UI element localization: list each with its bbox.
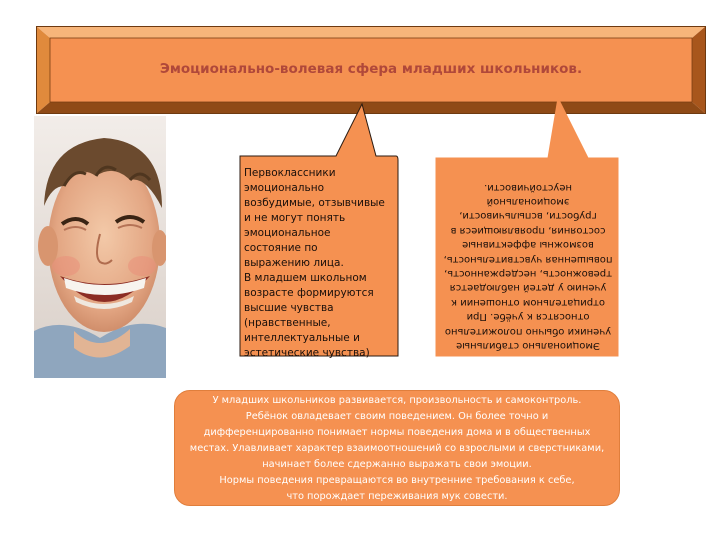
callout-left-line: и не могут понять [244, 212, 346, 224]
summary-line: Нормы поведения превращаются во внутренние требования к себе, [219, 475, 575, 486]
callout-right-line: относятся к учёбе. При [466, 311, 590, 323]
callout-left-line: В младшем школьном [244, 272, 367, 284]
summary-line: дифференцированно понимает нормы поведения дома и в общественных [203, 427, 591, 438]
callout-right-line: повышенная чувствительность, [443, 253, 613, 265]
callout-left-line: Первоклассники [244, 167, 336, 179]
callout-left-line: эмоциональное [244, 227, 331, 239]
callout-left-line: состояние по [244, 242, 318, 254]
summary-line: Ребёнок овладевает своим поведением. Он более точно и [245, 411, 549, 422]
callout-right-text-upside-down [442, 166, 614, 352]
page-title: Эмоционально-волевая сфера младших школьников. [159, 61, 583, 77]
callout-right-line: эмоциональной неустойчивости. [484, 181, 572, 207]
callout-left-line: эмоционально [244, 182, 324, 194]
callout-right-line: возможны аффективные [462, 239, 594, 251]
callout-left-line: выражению лица. [244, 257, 344, 269]
callout-right-line: отрицательном отношении к [450, 296, 606, 308]
callout-right-line: Эмоционально стабильные [456, 340, 600, 351]
callout-left-line: эстетические чувства) [244, 347, 370, 359]
summary-line: начинает более сдержанно выражать свои эмоции. [262, 459, 532, 470]
callout-right-line: состояния, проявляющиеся в [450, 224, 606, 236]
callout-left-line: высшие чувства [244, 302, 334, 314]
callout-left-line: возбудимые, отзывчивые [244, 197, 385, 209]
summary-box [174, 390, 620, 506]
callout-right-line: тревожность, несдержанность, [444, 267, 612, 279]
summary-line: что порождает переживания мук совести. [286, 491, 508, 502]
callout-left-line: интеллектуальные и [244, 332, 360, 344]
summary-line: У младших школьников развивается, произвольность и самоконтроль. [212, 395, 582, 406]
callout-right-line: ученики обычно положительно [444, 325, 612, 337]
callout-right-line: грубости, вспыльчивости, [459, 210, 597, 222]
callout-left-text [244, 166, 394, 361]
callout-left-line: (нравственные, [244, 317, 331, 329]
summary-line: местах. Улавливает характер взаимоотношений со взрослыми и сверстниками, [189, 443, 605, 454]
callout-left-line: возрасте формируются [244, 287, 374, 299]
callout-right-line: учению у детей наблюдается [449, 282, 607, 294]
